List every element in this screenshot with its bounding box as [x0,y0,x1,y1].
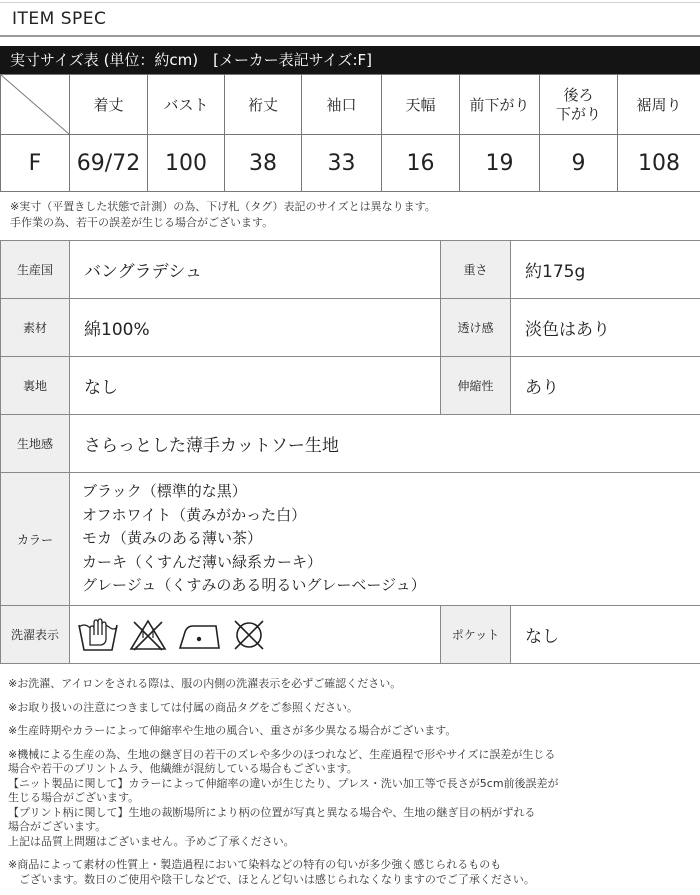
size-value: 33 [302,135,382,192]
lining-value: なし [70,357,441,415]
texture-label: 生地感 [1,415,70,473]
col-header-front-drop: 前下がり [460,75,540,135]
note-line: ※機械による生産の為、生地の継ぎ目の若干のズレや多少のほつれなど、生産過程で形やサイズに誤差が生じる [8,747,556,761]
size-table-caption: 実寸サイズ表 (単位：約cm) [メーカー表記サイズ:F] [0,46,700,74]
color-item: カーキ（くすんだ薄い緑系カーキ） [82,552,323,571]
col-header-bust: バスト [148,75,225,135]
note-line: 上記は品質上問題はございません。予めご了承ください。 [8,834,295,848]
origin-label: 生産国 [1,241,70,299]
pocket-label: ポケット [441,606,511,664]
note-line: ございます。数日のご使用や陰干しなどで、ほとんど匂いは感じられなくなりますのでご了承ください。 [8,872,535,886]
pocket-value: なし [511,606,700,664]
sheer-value: 淡色はあり [511,299,700,357]
col-header-hem: 裾周り [618,75,700,135]
col-header-back-drop: 後ろ 下がり [540,75,618,135]
note-line: ※お洗濯、アイロンをされる際は、服の内側の洗濯表示を必ずご確認ください。 [8,677,402,690]
size-value: 16 [382,135,460,192]
note-line: 場合がございます。 [8,820,107,833]
size-value: 9 [540,135,618,192]
diagonal-line [1,75,69,134]
weight-label: 重さ [441,241,511,299]
stretch-value: あり [511,357,700,415]
note-line: 【ニット製品に関して】カラーによって伸縮率の違いが生じたり、プレス・洗い加工等で長さが5cm前後誤差が [8,776,559,790]
item-spec-header [0,0,700,37]
note-line: ※商品によって素材の性質上・製造過程において染料などの特有の匂いが多少強く感じられるものも [8,858,502,871]
col-header-length: 着丈 [70,75,148,135]
no-tumble-dry-icon [230,618,268,652]
sheer-label: 透け感 [441,299,511,357]
size-table [0,74,700,192]
size-value: 108 [618,135,700,192]
wash-icons-cell [70,606,441,664]
iron-low-icon [176,618,222,652]
color-item: ブラック（標準的な黒） [82,482,247,501]
care-notes [8,677,698,887]
origin-value: バングラデシュ [70,241,441,299]
corner-cell [1,75,70,135]
spec-row-color [1,473,700,606]
col-header-neck-width: 天幅 [382,75,460,135]
col-header-yuki: 裄丈 [225,75,302,135]
spec-row-origin [1,241,700,299]
size-value: 19 [460,135,540,192]
spec-row-texture [1,415,700,473]
note-line: 【プリント柄に関して】生地の裁断場所により柄の位置が写真と異なる場合や、生地の継ぎ目の柄がずれる [8,805,536,819]
size-note-line: ※実寸（平置きした状態で計測）の為、下げ札（タグ）表記のサイズとは異なります。 [10,200,436,213]
size-table-header-row [1,75,700,135]
spec-row-wash [1,606,700,664]
wash-label: 洗濯表示 [1,606,70,664]
spec-row-material [1,299,700,357]
note-line: ※生産時期やカラーによって伸縮率や生地の風合い、重さが多少異なる場合がございます。 [8,724,457,737]
col-header-cuff: 袖口 [302,75,382,135]
page-title: ITEM SPEC [12,9,107,29]
size-label: F [1,135,70,192]
spec-table [0,240,700,664]
material-label: 素材 [1,299,70,357]
header-top-rule [0,2,700,3]
size-row-f [1,135,700,192]
size-note-line: 手作業の為、若干の誤差が生じる場合がございます。 [10,216,274,229]
color-item: オフホワイト（黄みがかった白） [82,505,307,524]
note-line: 生じる場合がございます。 [8,791,140,804]
hand-wash-icon [76,617,120,653]
size-note [10,199,436,231]
color-list [70,473,700,606]
no-bleach-icon [128,618,168,652]
stretch-label: 伸縮性 [441,357,511,415]
size-value: 38 [225,135,302,192]
note-line: 場合や若干のプリントムラ、他繊維が混紡している場合もございます。 [8,762,358,775]
texture-value: さらっとした薄手カットソー生地 [70,415,700,473]
size-value: 69/72 [70,135,148,192]
lining-label: 裏地 [1,357,70,415]
spec-row-lining [1,357,700,415]
note-line: ※お取り扱いの注意につきましては付属の商品タグをご参照ください。 [8,700,358,714]
material-value: 綿100% [70,299,441,357]
color-item: モカ（黄みのある薄い茶） [82,529,263,548]
size-value: 100 [148,135,225,192]
weight-value: 約175g [511,241,700,299]
wash-icons [70,617,440,653]
color-item: グレージュ（くすみのある明るいグレーベージュ） [82,576,426,595]
color-label: カラー [1,473,70,606]
